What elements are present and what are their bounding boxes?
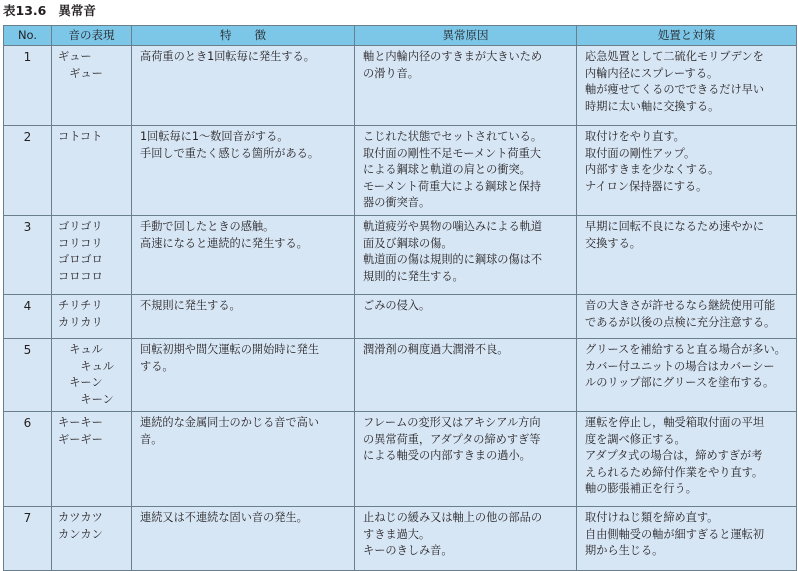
header-row xyxy=(4,26,797,46)
action-line: 応急処置として二硫化モリブデンを xyxy=(585,50,764,63)
sound-line: ギュー xyxy=(58,50,92,63)
feature-cell xyxy=(132,46,355,126)
action-line: 期から生じる。 xyxy=(585,544,664,557)
no-cell: 2 xyxy=(4,126,52,216)
cause-cell xyxy=(355,46,577,126)
cause-line: すきま過大。 xyxy=(363,527,431,541)
action-cell xyxy=(577,216,797,295)
action-line: 時期に太い軸に交換する。 xyxy=(585,99,720,113)
table-number: 表13.6 xyxy=(3,3,47,18)
sound-line: キーン xyxy=(58,376,103,389)
no-cell: 1 xyxy=(4,46,52,126)
feature-line: 連続又は不連続な固い音の発生。 xyxy=(140,511,308,524)
action-cell xyxy=(577,295,797,339)
cause-line: の異常荷重，アダプタの締めすぎ等 xyxy=(363,432,541,446)
action-line: アダプタ式の場合は，締めすぎが考 xyxy=(585,449,763,462)
cause-line: 器の衝突音。 xyxy=(363,196,431,209)
table-title: 異常音 xyxy=(58,3,96,18)
header-action: 処置と対策 xyxy=(577,26,797,46)
cause-cell xyxy=(355,339,577,412)
feature-cell xyxy=(132,295,355,339)
table-row xyxy=(4,295,797,339)
no-cell: 6 xyxy=(4,412,52,507)
feature-line: 高荷重のとき1回転毎に発生する。 xyxy=(140,50,315,63)
cause-line: 規則的に発生する。 xyxy=(363,269,464,283)
cause-line: モーメント荷重大による鋼球と保持 xyxy=(363,179,541,193)
cause-line: 面及び鋼球の傷。 xyxy=(363,236,453,250)
feature-line: 連続的な金属同士のかじる音で高い xyxy=(140,416,320,429)
table-row xyxy=(4,507,797,571)
cause-line: 止ねじの緩み又は軸上の他の部品の xyxy=(363,511,543,524)
action-cell xyxy=(577,507,797,571)
feature-cell xyxy=(132,412,355,507)
cause-cell xyxy=(355,507,577,571)
cause-cell xyxy=(355,126,577,216)
action-line: えられるため締付作業をやり直す。 xyxy=(585,465,764,479)
feature-cell xyxy=(132,339,355,412)
sound-line: コロコロ xyxy=(58,269,103,283)
header-sound: 音の表現 xyxy=(52,26,132,46)
action-line: 取付けねじ類を締め直す。 xyxy=(585,511,719,524)
feature-cell xyxy=(132,507,355,571)
cause-line: 潤滑剤の稠度過大潤滑不良。 xyxy=(363,343,509,356)
cause-line: による鋼球と軌道の肩との衝突。 xyxy=(363,163,531,176)
action-line: であるが以後の点検に充分注意する。 xyxy=(585,315,776,329)
feature-line: 音。 xyxy=(140,432,163,446)
sound-line: コリコリ xyxy=(58,236,103,250)
action-cell xyxy=(577,412,797,507)
cause-line: キーのきしみ音。 xyxy=(363,544,453,557)
feature-line: する。 xyxy=(140,359,174,373)
action-line: 軸が痩せてくるのでできるだけ早い xyxy=(585,83,765,96)
header-feature: 特 徴 xyxy=(132,26,355,46)
sound-line: カツカツ xyxy=(58,511,103,524)
table-row xyxy=(4,46,797,126)
table-row xyxy=(4,339,797,412)
sound-line: コトコト xyxy=(58,130,103,143)
sound-line: カンカン xyxy=(58,527,103,541)
sound-line: カリカリ xyxy=(58,315,103,329)
action-cell xyxy=(577,126,797,216)
cause-line: による軸受の内部すきまの過小。 xyxy=(363,449,531,462)
table-row xyxy=(4,412,797,507)
action-line: 軸の膨張補正を行う。 xyxy=(585,482,697,495)
action-line: 早期に回転不良になるため速やかに xyxy=(585,220,765,233)
sound-cell xyxy=(52,126,132,216)
sound-line: ギュー xyxy=(58,66,103,80)
action-line: 取付けをやり直す。 xyxy=(585,130,685,143)
cause-line: の滑り音。 xyxy=(363,66,419,80)
table-body xyxy=(4,46,797,571)
sound-cell xyxy=(52,216,132,295)
cause-line: 軌道疲労や異物の噛込みによる軌道 xyxy=(363,220,543,233)
no-cell: 4 xyxy=(4,295,52,339)
table-row xyxy=(4,216,797,295)
action-line: 取付面の剛性アップ。 xyxy=(585,146,696,160)
sound-line: チリチリ xyxy=(58,299,103,312)
action-line: 音の大きさが許せるなら継続使用可能 xyxy=(585,299,776,312)
header-cause: 異常原因 xyxy=(355,26,577,46)
cause-line: こじれた状態でセットされている。 xyxy=(363,130,543,143)
sound-cell xyxy=(52,295,132,339)
action-line: グリースを補給すると直る場合が多い。 xyxy=(585,343,786,356)
action-cell xyxy=(577,46,797,126)
sound-line: ゴリゴリ xyxy=(58,220,103,233)
action-cell xyxy=(577,339,797,412)
action-line: 交換する。 xyxy=(585,236,641,250)
feature-line: 手回しで重たく感じる箇所がある。 xyxy=(140,146,320,160)
no-cell: 3 xyxy=(4,216,52,295)
cause-line: ごみの侵入。 xyxy=(363,299,431,312)
cause-line: 軸と内輪内径のすきまが大きいため xyxy=(363,50,543,63)
header-no: No. xyxy=(4,26,52,46)
abnormal-sound-table xyxy=(3,25,797,571)
no-cell: 5 xyxy=(4,339,52,412)
feature-cell xyxy=(132,216,355,295)
table-caption xyxy=(3,2,96,20)
action-line: 運転を停止し，軸受箱取付面の平坦 xyxy=(585,416,765,429)
action-line: 内部すきまを少なくする。 xyxy=(585,163,720,176)
cause-line: 取付面の剛性不足モーメント荷重大 xyxy=(363,146,541,160)
feature-line: 回転初期や間欠運転の開始時に発生 xyxy=(140,343,320,356)
sound-line: ギーギー xyxy=(58,432,103,446)
action-line: ナイロン保持器にする。 xyxy=(585,179,708,193)
cause-cell xyxy=(355,412,577,507)
sound-line: ゴロゴロ xyxy=(58,253,103,266)
action-line: 自由側軸受の軸が細すぎると運転初 xyxy=(585,527,765,541)
sound-line: キーン xyxy=(58,392,114,406)
feature-line: 1回転毎に1～数回音がする。 xyxy=(140,130,289,143)
no-cell: 7 xyxy=(4,507,52,571)
sound-cell xyxy=(52,339,132,412)
sound-line: キュル xyxy=(58,359,114,373)
feature-line: 不規則に発生する。 xyxy=(140,299,241,312)
cause-cell xyxy=(355,216,577,295)
sound-cell xyxy=(52,46,132,126)
feature-line: 手動で回したときの感触。 xyxy=(140,220,275,233)
cause-cell xyxy=(355,295,577,339)
cause-line: フレームの変形又はアキシアル方向 xyxy=(363,416,541,429)
action-line: 内輪内径にスプレーする。 xyxy=(585,66,719,80)
sound-cell xyxy=(52,507,132,571)
sound-line: キーキー xyxy=(58,416,103,429)
sound-cell xyxy=(52,412,132,507)
cause-line: 軌道面の傷は規則的に鋼球の傷は不 xyxy=(363,253,543,266)
action-line: カバー付ユニットの場合はカバーシー xyxy=(585,359,775,373)
sound-line: キュル xyxy=(58,343,103,356)
action-line: ルのリップ部にグリースを塗布する。 xyxy=(585,376,775,389)
action-line: 度を調べ修正する。 xyxy=(585,432,686,446)
feature-cell xyxy=(132,126,355,216)
feature-line: 高速になると連続的に発生する。 xyxy=(140,236,308,250)
table-row xyxy=(4,126,797,216)
